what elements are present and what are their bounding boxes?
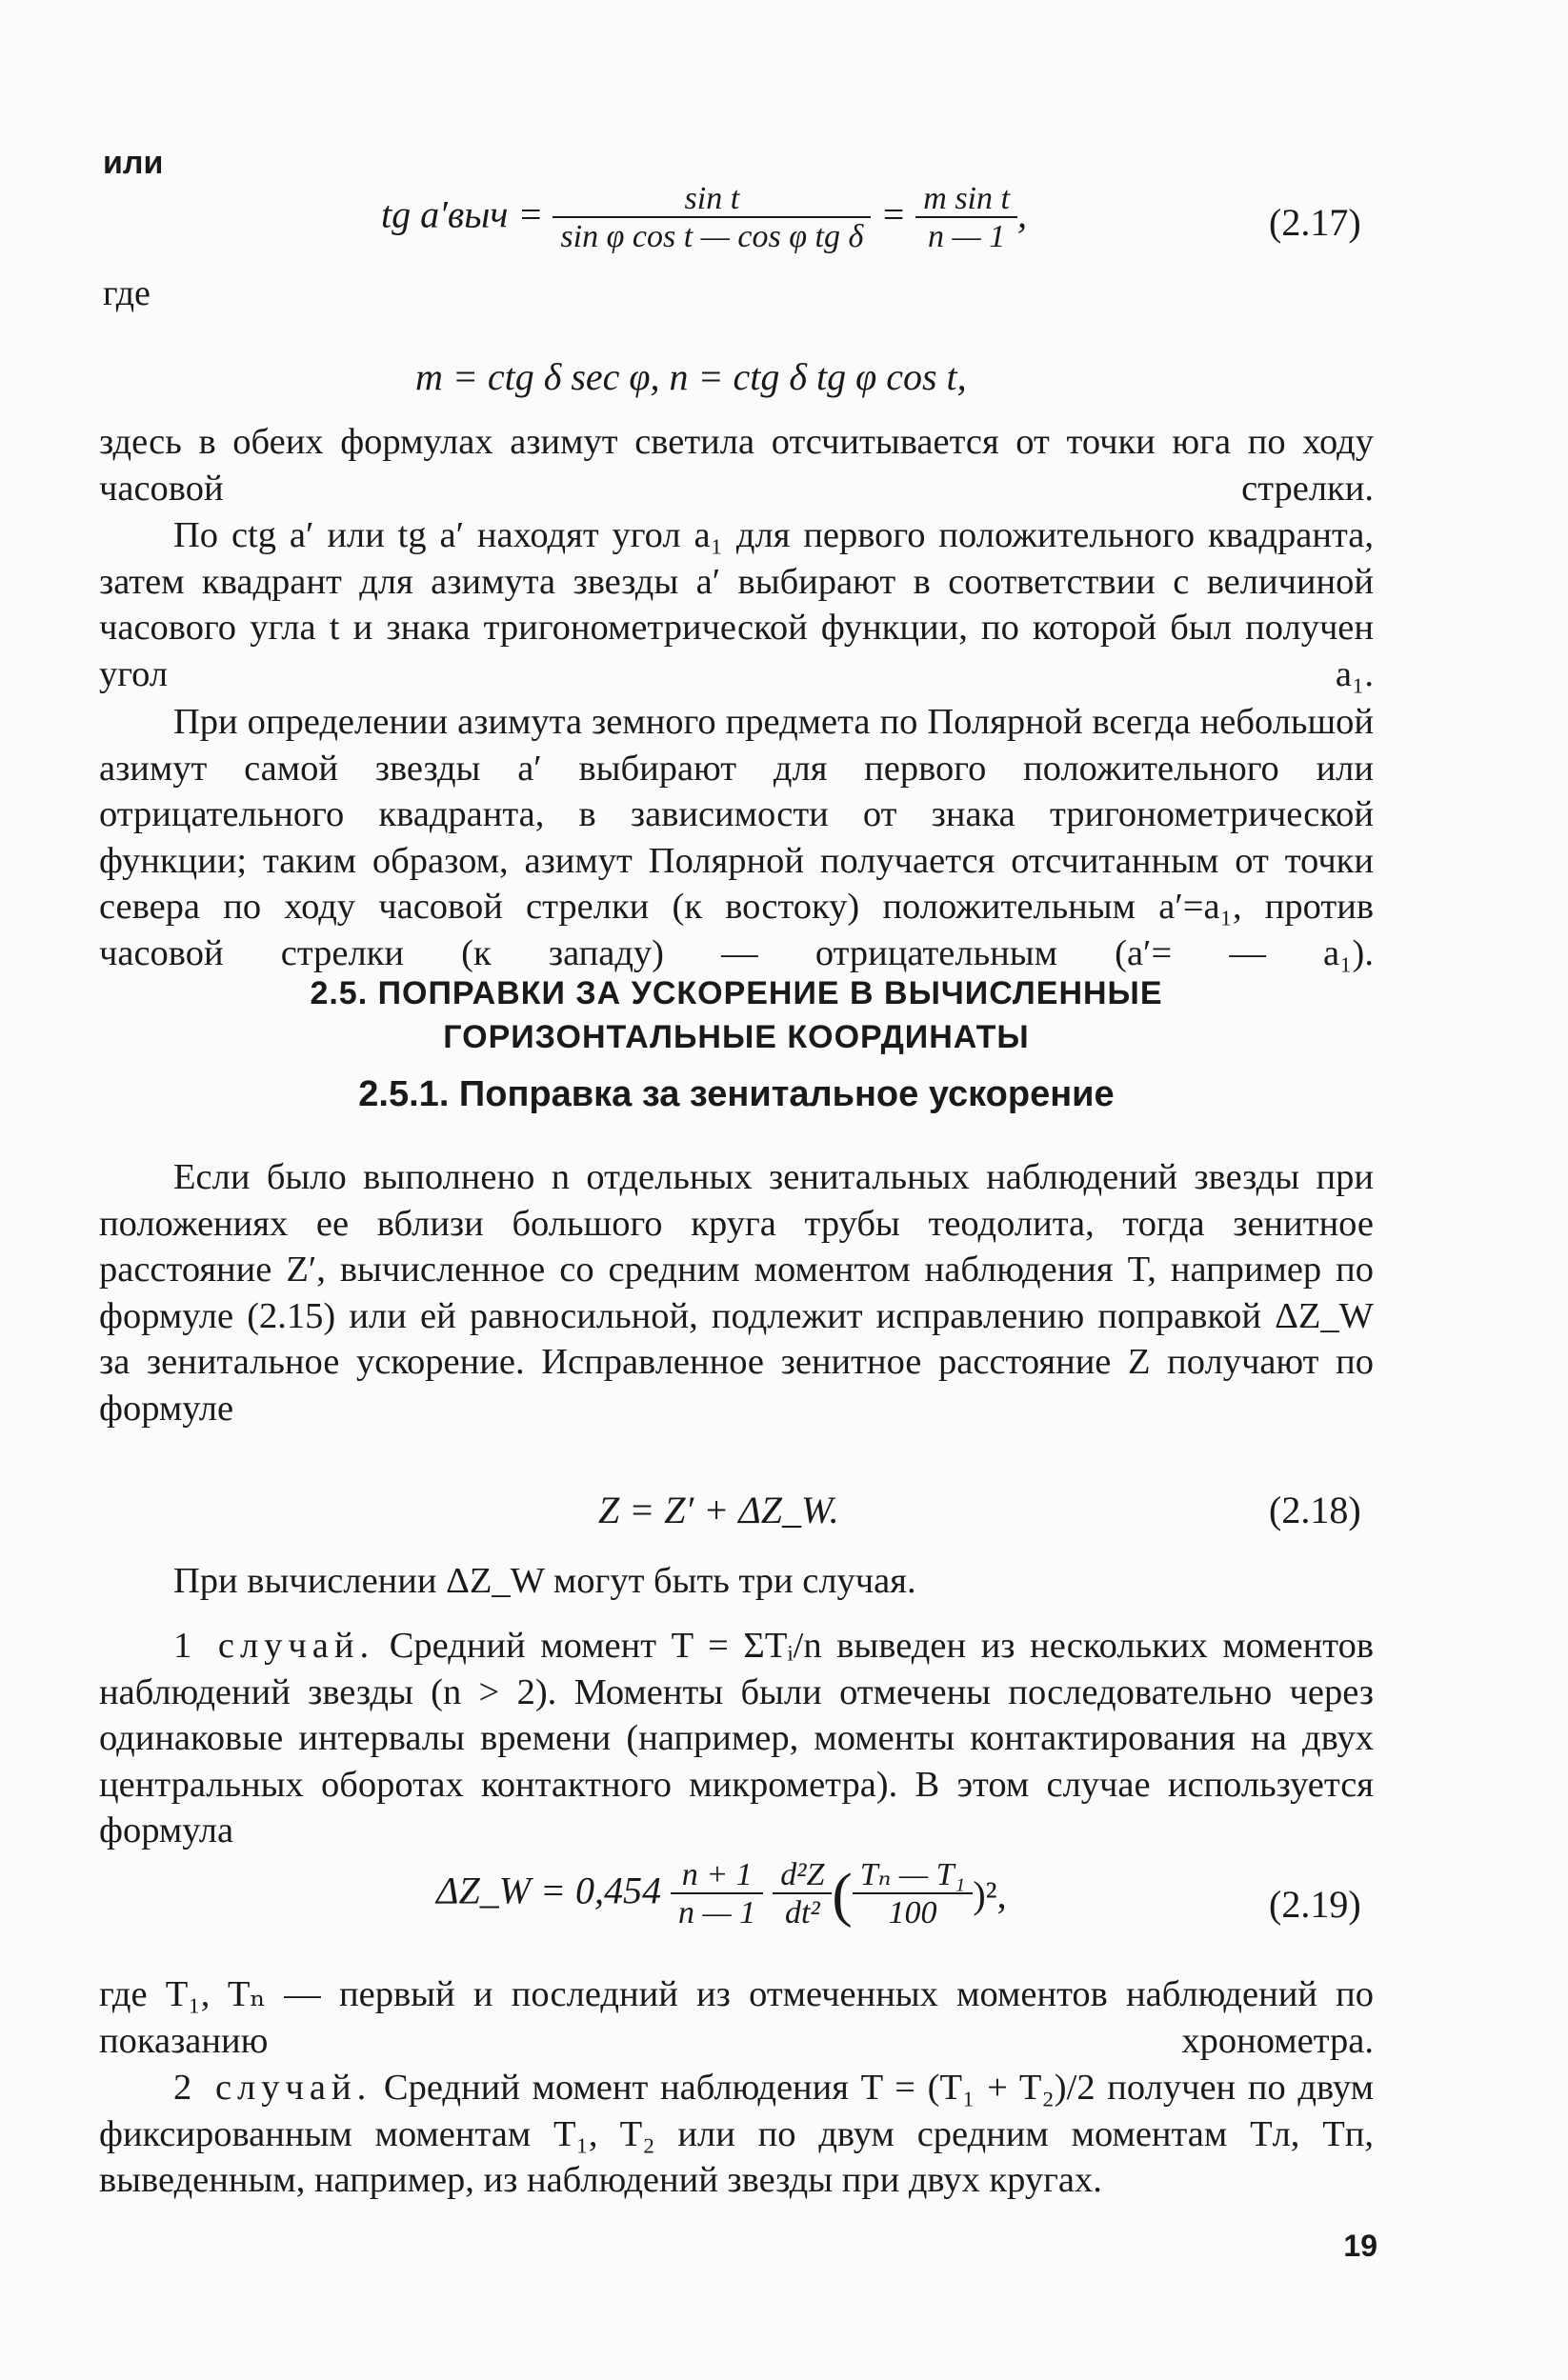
- eq-2-19-f2-denominator: dt²: [785, 1895, 820, 1931]
- eq-2-19-fraction-3: [853, 1857, 974, 1931]
- definitions-line: m = ctg δ sec φ, n = ctg δ tg φ cos t,: [415, 355, 967, 398]
- equation-number-2-19: (2.19): [1269, 1883, 1361, 1926]
- eq-2-17-equals: =: [880, 192, 907, 236]
- eq-2-19-tail: )²,: [973, 1872, 1007, 1916]
- section-heading-line-1: 2.5. ПОПРАВКИ ЗА УСКОРЕНИЕ В ВЫЧИСЛЕННЫЕ: [310, 975, 1163, 1011]
- subsection-heading: 2.5.1. Поправка за зенитальное ускорение: [358, 1074, 1115, 1114]
- equation-2-19: [436, 1857, 1007, 1931]
- eq-2-17-frac2-numerator: m sin t: [915, 181, 1017, 218]
- case-1-text: Средний момент T = ΣTᵢ/n выведен из нескольких моментов наблюдений звезды (n > 2). Моменты были отмечены последовательно через одинаковые интервалы времени (например, моменты контактирования на двух центральных оборотах контактного микрометра). В этом случае используется формула: [99, 1626, 1374, 1850]
- case-1-lead: 1 случай.: [173, 1626, 375, 1666]
- eq-2-19-f1-denominator: n — 1: [678, 1895, 756, 1931]
- eq-2-17-fraction-1: [553, 181, 871, 255]
- paragraph-7: где T₁, Tₙ — первый и последний из отмеченных моментов наблюдений по показанию хронометра.: [99, 1974, 1374, 2061]
- eq-2-19-fraction-1: [671, 1857, 763, 1931]
- equation-2-18: Z = Z′ + ΔZ_W.: [598, 1489, 839, 1531]
- equation-2-17: [381, 181, 1027, 255]
- paragraph-2: По ctg a′ или tg a′ находят угол a₁ для первого положительного квадранта, затем квадрант для азимута звезды a′ выбирают в соответствии с величиной часового угла t и знака тригонометрической функции, по которой был получен угол a₁.: [99, 515, 1374, 694]
- section-heading: [99, 971, 1374, 1059]
- case-2-text: Средний момент наблюдения T = (T₁ + T₂)/2 получен по двум фиксированным моментам T₁, T₂ или по двум средним моментам Tл, Tп, выведенным, например, из наблюдений звезды при двух кругах.: [99, 2068, 1374, 2200]
- paragraph-4: Если было выполнено n отдельных зенитальных наблюдений звезды при положениях ее вблизи большого круга трубы теодолита, тогда зенитное расстояние Z′, вычисленное со средним моментом наблюдения T, например по формуле (2.15) или ей равносильной, подлежит исправлению поправкой ΔZ_W за зенитальное ускорение. Исправленное зенитное расстояние Z получают по формуле: [99, 1157, 1374, 1429]
- eq-2-19-lhs: ΔZ_W = 0,454: [436, 1869, 662, 1912]
- equation-number-2-18: (2.18): [1269, 1489, 1361, 1531]
- eq-2-17-lhs: tg a′выч =: [381, 192, 544, 236]
- eq-2-19-open-paren: (: [832, 1860, 853, 1929]
- eq-2-19-f3-denominator: 100: [888, 1895, 937, 1931]
- equation-number-2-17: (2.17): [1269, 201, 1361, 244]
- eq-2-19-f1-numerator: n + 1: [671, 1857, 763, 1894]
- eq-2-17-frac1-numerator: sin t: [553, 181, 871, 218]
- paragraph-3: При определении азимута земного предмета по Полярной всегда небольшой азимут самой звезды a′ выбирают для первого положительного или отрицательного квадранта, в зависимости от знака тригонометрической функции; таким образом, азимут Полярной получается отсчитанным от точки севера по ходу часовой стрелки (к востоку) положительным a′=a₁, против часовой стрелки (к западу) — отрицательным (a′= — a₁).: [99, 702, 1374, 973]
- eq-2-19-f3-numerator: Tₙ — T₁: [853, 1857, 974, 1894]
- eq-2-17-frac1-denominator: sin φ cos t — cos φ tg δ: [560, 219, 864, 255]
- lead-word: или: [103, 145, 164, 181]
- where-word: где: [103, 273, 151, 313]
- paragraph-8: [99, 2065, 1374, 2204]
- eq-2-17-fraction-2: [915, 181, 1017, 255]
- paragraph-1: здесь в обеих формулах азимут светила отсчитывается от точки юга по ходу часовой стрелки.: [99, 422, 1374, 509]
- paragraph-5: При вычислении ΔZ_W могут быть три случая.: [173, 1561, 916, 1601]
- page-number: 19: [1343, 2229, 1377, 2263]
- paragraph-6: [99, 1623, 1374, 1854]
- eq-2-19-fraction-2: [773, 1857, 832, 1931]
- eq-2-17-comma: ,: [1016, 192, 1027, 236]
- eq-2-19-f2-numerator: d²Z: [773, 1857, 832, 1894]
- case-2-lead: 2 случай.: [173, 2068, 372, 2108]
- section-heading-line-2: ГОРИЗОНТАЛЬНЫЕ КООРДИНАТЫ: [443, 1019, 1030, 1055]
- eq-2-17-frac2-denominator: n — 1: [927, 219, 1006, 255]
